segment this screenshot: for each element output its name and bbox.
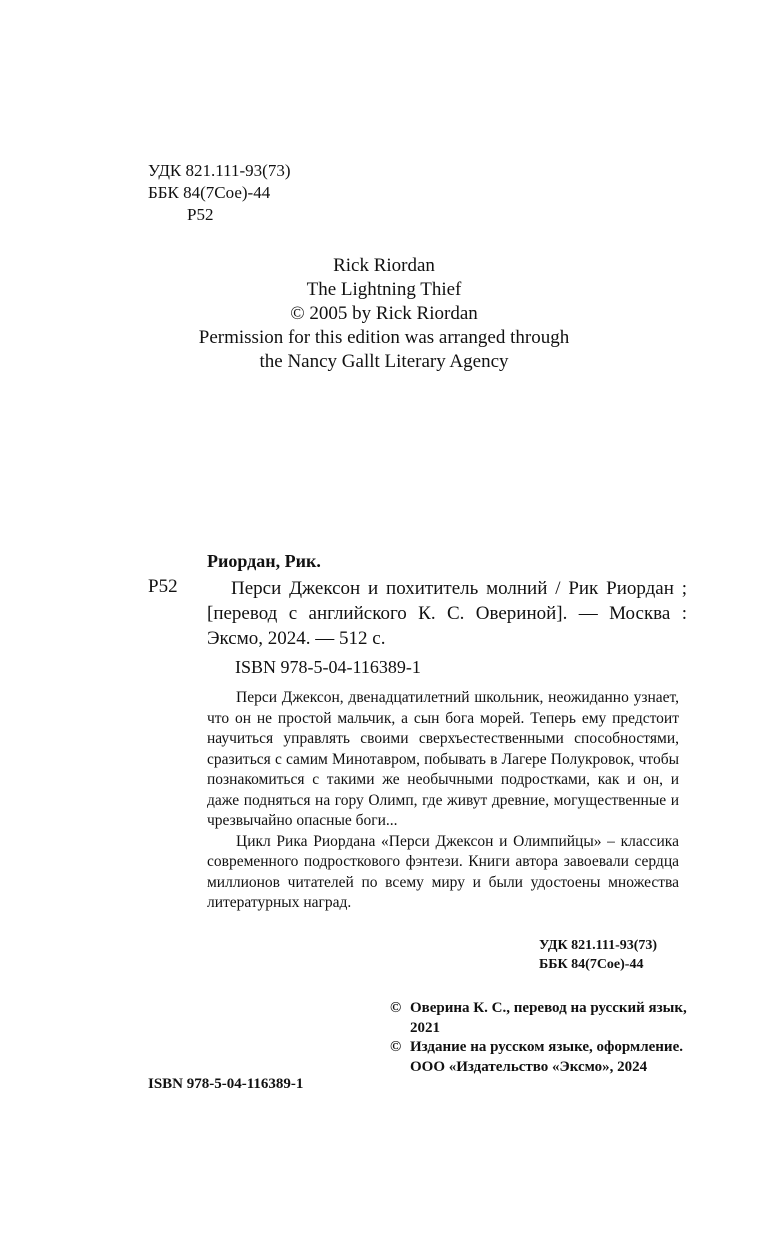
author-heading: Риордан, Рик. (207, 551, 321, 571)
agency-line: the Nancy Gallt Literary Agency (259, 351, 509, 372)
permission-line: Permission for this edition was arranged through (198, 327, 570, 348)
bottom-classification-codes (539, 936, 657, 974)
copyright-block (390, 999, 690, 1077)
bibliographic-description: Перси Джексон и похититель молний / Рик Риордан ; [перевод с английского К. С. Овериной]. — Москва : Эксмо, 2024. — 512 с. (207, 578, 687, 649)
original-edition-block (0, 254, 768, 374)
classification-codes (148, 160, 290, 226)
udk-code-bottom: УДК 821.111-93(73) (539, 938, 658, 953)
annotation-paragraph: Цикл Рика Риордана «Перси Джексон и Олимпийцы» – классика современного подросткового фэнтези. Книги автора завоевали сердца миллионов читателей по всему миру и были удостоены множества литературных наград. (207, 832, 679, 911)
copyright-symbol: © (390, 1000, 402, 1016)
copyright-item (390, 999, 690, 1038)
original-title: The Lightning Thief (306, 279, 462, 300)
original-copyright: © 2005 by Rick Riordan (290, 303, 478, 324)
annotation-paragraph: Перси Джексон, двенадцатилетний школьник, неожиданно узнает, что он не простой мальчик, а сын бога морей. Теперь ему предстоит научиться управлять своими сверхъестественными способностями, сразиться с самим Минотавром, побывать в Лагере Полукровок, чтобы познакомиться с такими же необычными подростками, как и он, и даже подняться на гору Олимп, где живут древние, могущественные и чрезвычайно опасные боги... (207, 689, 679, 829)
author-mark: Р52 (187, 205, 214, 224)
isbn-main: ISBN 978-5-04-116389-1 (235, 657, 421, 677)
copyright-text: Оверина К. С., перевод на русский язык, 2021 (410, 1000, 687, 1036)
copyright-text: Издание на русском языке, оформление. ООО «Издательство «Эксмо», 2024 (410, 1039, 683, 1075)
bbk-code-bottom: ББК 84(7Сое)-44 (539, 957, 644, 972)
annotation (207, 688, 679, 914)
udk-code: УДК 821.111-93(73) (148, 161, 291, 180)
copyright-item (390, 1038, 690, 1077)
bbk-code: ББК 84(7Сое)-44 (148, 183, 271, 202)
bibliographic-mark: Р52 (148, 576, 178, 597)
copyright-symbol: © (390, 1039, 402, 1055)
isbn-bottom: ISBN 978-5-04-116389-1 (148, 1076, 304, 1092)
original-author: Rick Riordan (333, 255, 435, 276)
